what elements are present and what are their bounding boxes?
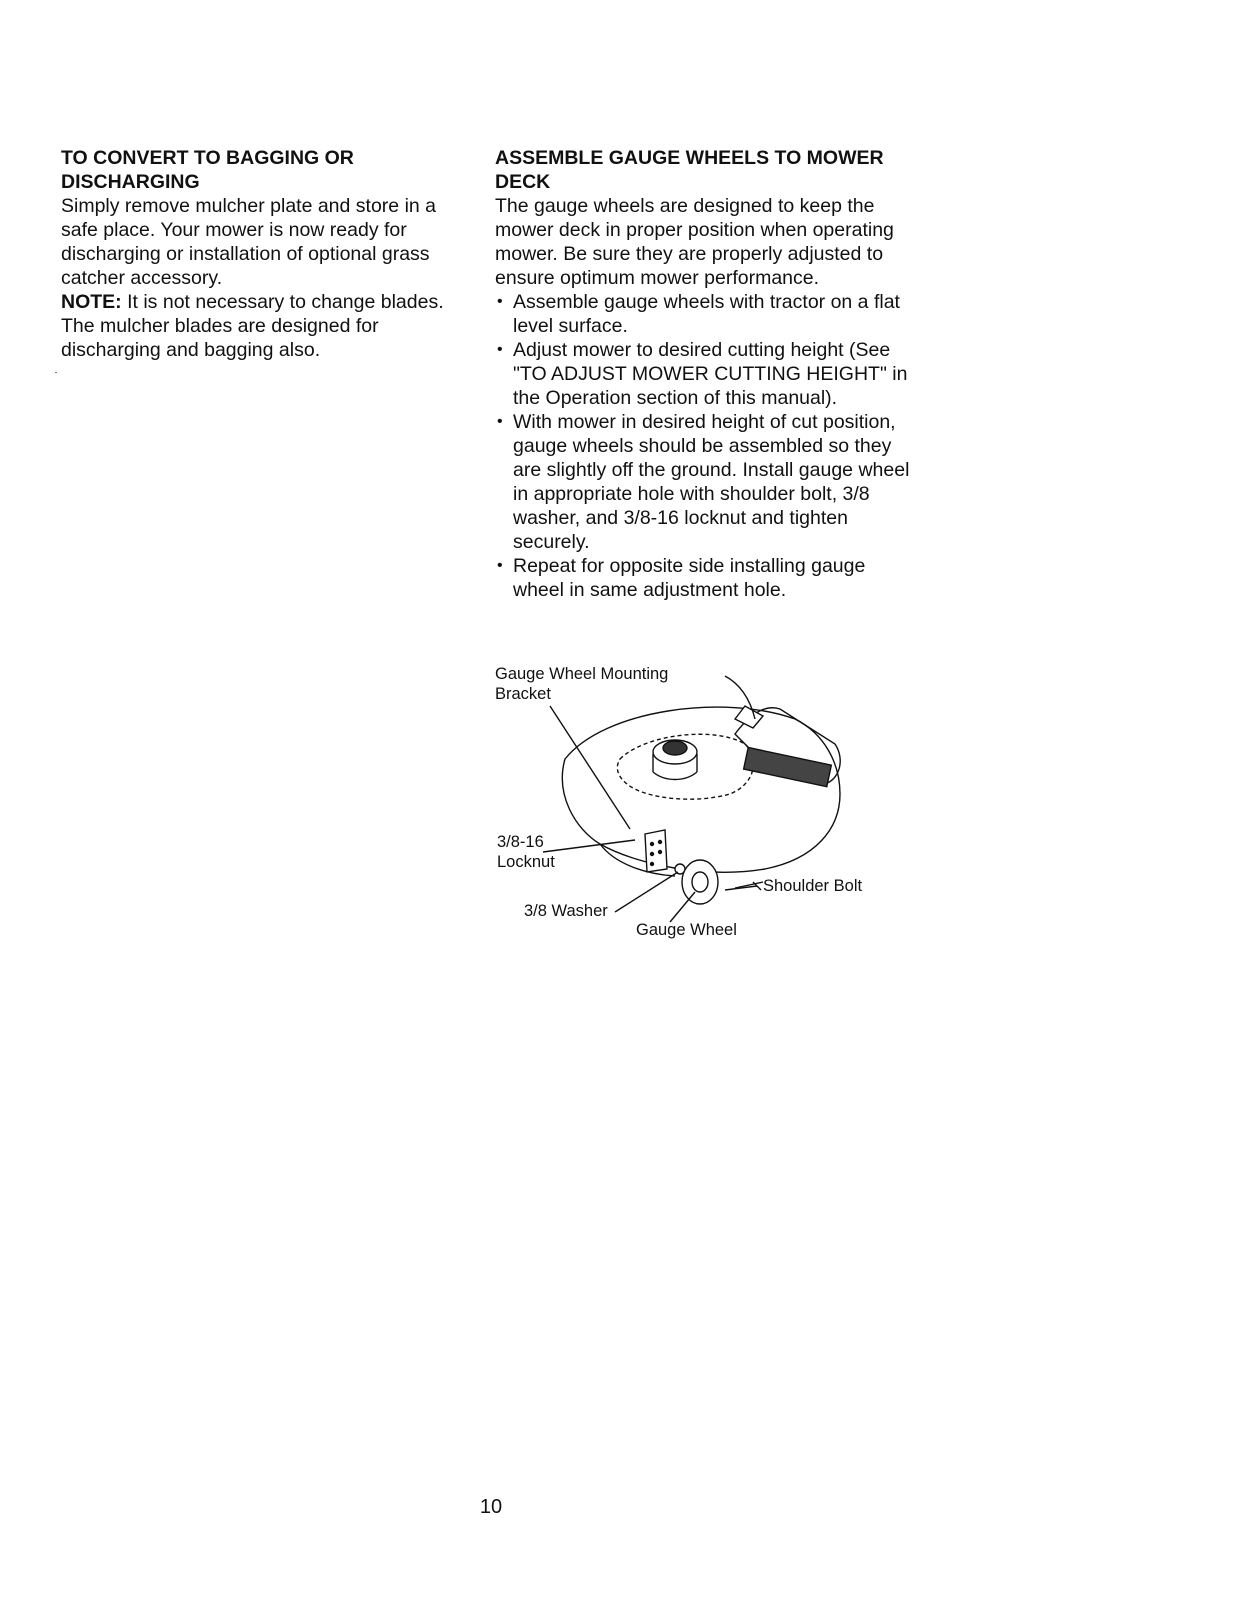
callout-washer: 3/8 Washer: [524, 902, 608, 920]
instruction-item: • With mower in desired height of cut position, gauge wheels should be assembled so they are slightly off the ground. Install gauge wheel in appropriate hole with shoulder bolt, 3/8 washer, and 3/8-16 locknut and tighten securely.: [495, 410, 915, 554]
convert-heading: TO CONVERT TO BAGGING OR DISCHARGING: [61, 147, 354, 193]
instruction-list: [495, 290, 915, 602]
convert-note: [61, 290, 466, 362]
mounting-bracket: [645, 830, 667, 872]
note-text: It is not necessary to change blades. The mulcher blades are designed for discharging and bagging also.: [61, 291, 444, 361]
leader-line: [670, 892, 695, 922]
callout-wheel: Gauge Wheel: [636, 921, 737, 939]
leader-line: [543, 840, 635, 852]
callout-bolt: Shoulder Bolt: [763, 877, 863, 895]
note-label: NOTE:: [61, 291, 122, 313]
gauge-wheels-intro: The gauge wheels are designed to keep the mower deck in proper position when operating mower. Be sure they are properly adjusted to ensure optimum mower performance.: [495, 195, 894, 289]
left-column: [61, 146, 466, 362]
leader-line: [615, 872, 678, 912]
page-number: 10: [479, 1496, 503, 1518]
scan-speck: [55, 372, 57, 373]
gauge-wheels-heading: ASSEMBLE GAUGE WHEELS TO MOWER DECK: [495, 147, 884, 193]
right-column: [495, 146, 915, 602]
gauge-wheel: [682, 860, 718, 904]
instruction-item: • Assemble gauge wheels with tractor on a flat level surface.: [495, 290, 915, 338]
callout-locknut: 3/8-16 Locknut: [497, 833, 555, 871]
gauge-wheel-diagram: [495, 664, 915, 954]
convert-body: Simply remove mulcher plate and store in a safe place. Your mower is now ready for discharging or installation of optional grass catcher accessory.: [61, 195, 437, 289]
instruction-item: • Repeat for opposite side installing gauge wheel in same adjustment hole.: [495, 554, 915, 602]
callout-bracket: Gauge Wheel Mounting Bracket: [495, 665, 669, 703]
instruction-item: • Adjust mower to desired cutting height (See "TO ADJUST MOWER CUTTING HEIGHT" in the Operation section of this manual).: [495, 338, 915, 410]
